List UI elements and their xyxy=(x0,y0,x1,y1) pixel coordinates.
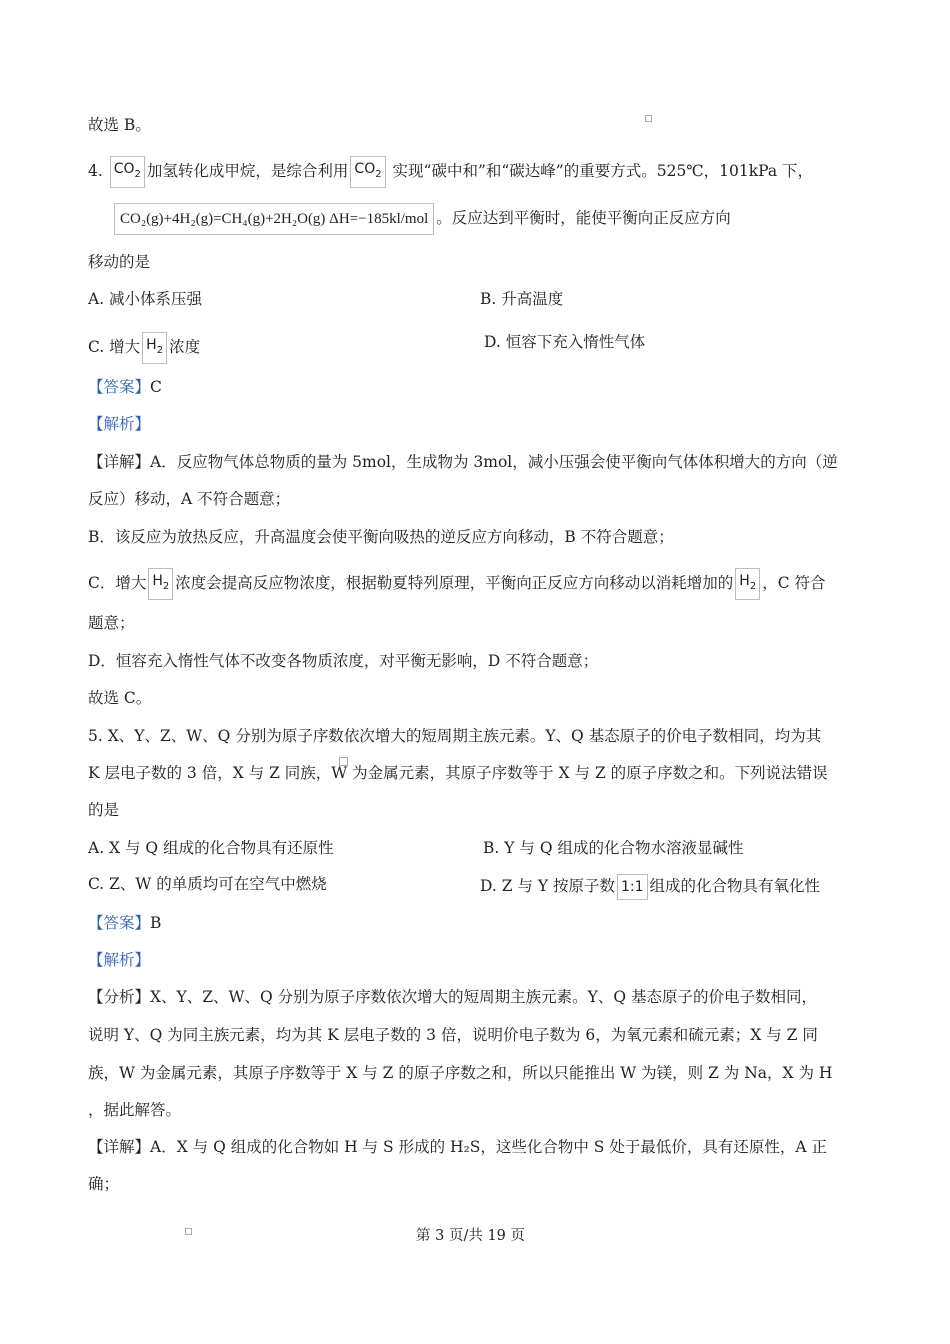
q4-stem-line3: 移动的是 xyxy=(88,253,151,271)
q4-detail-c1: C．增大 $H_2$ 浓度会提高反应物浓度，根据勒夏特列原理，平衡向正反应方向移动以消耗增加的 $H_2$ ，C 符合 xyxy=(88,568,826,600)
q4-stem-line1: 4. $CO_2$ 加氢转化成甲烷，是综合利用 $CO_2$ 实现“碳中和”和“碳达峰”的重要方式。525℃，101kPa 下， xyxy=(88,156,813,188)
option-a: A. 减小体系压强 xyxy=(88,290,203,308)
option-d: D. 恒容下充入惰性气体 xyxy=(484,333,646,351)
q5-answer: 【答案】B xyxy=(88,914,162,932)
q5-stem-line3: 的是 xyxy=(88,801,120,819)
option-c: C. Z、W 的单质均可在空气中燃烧 xyxy=(88,875,327,893)
q4-answer: 【答案】C xyxy=(88,378,162,396)
q5-analysis-3: 族，W 为金属元素，其原子序数等于 X 与 Z 的原子序数之和，所以只能推出 W 为镁，则 Z 为 Na，X 为 H xyxy=(88,1064,833,1082)
q5-detail-a1: 【详解】A．X 与 Q 组成的化合物如 H 与 S 形成的 H₂S，这些化合物中 S 处于最低价，具有还原性，A 正 xyxy=(88,1138,827,1156)
q5-options-ab xyxy=(88,838,888,858)
q4-detail-c2: 题意； xyxy=(88,614,135,632)
q4-conclusion: 故选 C。 xyxy=(88,689,152,707)
q5-options-cd xyxy=(88,874,888,894)
q4-detail-b: B．该反应为放热反应，升高温度会使平衡向吸热的逆反应方向移动，B 不符合题意； xyxy=(88,528,674,546)
page-footer: 第 3 页/共 19 页 xyxy=(416,1228,525,1244)
h2-formula-image: $H_2$ xyxy=(142,332,167,364)
q5-analysis-2: 说明 Y、Q 为同主族元素，均为其 K 层电子数的 3 倍，说明价电子数为 6，为氧元素和硫元素；X 与 Z 同 xyxy=(88,1026,818,1044)
option-d: D. Z 与 Y 按原子数 1:1 组成的化合物具有氧化性 xyxy=(480,874,820,900)
q5-detail-a2: 确； xyxy=(88,1175,120,1193)
option-a: A. X 与 Q 组成的化合物具有还原性 xyxy=(88,839,334,857)
ratio-formula-image: 1:1 xyxy=(617,874,648,900)
q4-detail-d: D．恒容充入惰性气体不改变各物质浓度，对平衡无影响，D 不符合题意； xyxy=(88,652,599,670)
option-c: C. 增大 $H_2$ 浓度 xyxy=(88,338,200,356)
co2-formula-image: $CO_2$ xyxy=(110,156,145,188)
q3-conclusion: 故选 B。 xyxy=(88,116,151,134)
h2-formula-image: $H_2$ xyxy=(148,568,173,600)
q4-options-ab xyxy=(88,289,888,309)
h2-formula-image: $H_2$ xyxy=(735,568,760,600)
q5-stem-line1: 5. X、Y、Z、W、Q 分别为原子序数依次增大的短周期主族元素。Y、Q 基态原子的价电子数相同，均为其 xyxy=(88,727,822,745)
q4-stem-line2: CO₂(g)+4H₂(g)=CH₄(g)+2H₂O(g) ΔH=−185kl/mol 。反应达到平衡时，能使平衡向正反应方向 xyxy=(112,203,731,235)
q5-analysis-1: 【分析】X、Y、Z、W、Q 分别为原子序数依次增大的短周期主族元素。Y、Q 基态原子的价电子数相同， xyxy=(88,988,817,1006)
q5-stem-line2: K 层电子数的 3 倍，X 与 Z 同族，W 为金属元素，其原子序数等于 X 与 Z 的原子序数之和。下列说法错误 xyxy=(88,764,828,782)
reaction-equation: CO₂(g)+4H₂(g)=CH₄(g)+2H₂O(g) ΔH=−185kl/mol xyxy=(114,203,434,235)
q4-detail-a1: 【详解】A．反应物气体总物质的量为 5mol，生成物为 3mol，减小压强会使平衡向气体体积增大的方向（逆 xyxy=(88,453,838,471)
artifact-mark xyxy=(185,1228,192,1235)
q5-analysis-4: ，据此解答。 xyxy=(88,1101,182,1119)
q5-analysis-label: 【解析】 xyxy=(88,951,151,969)
co2-formula-image: $CO_2$ xyxy=(350,156,385,188)
artifact-mark xyxy=(645,115,652,122)
q4-options-cd xyxy=(88,332,888,364)
q4-analysis-label: 【解析】 xyxy=(88,415,151,433)
q4-detail-a2: 反应）移动，A 不符合题意； xyxy=(88,490,291,508)
option-b: B. Y 与 Q 组成的化合物水溶液显碱性 xyxy=(483,839,744,857)
option-b: B. 升高温度 xyxy=(480,290,564,308)
